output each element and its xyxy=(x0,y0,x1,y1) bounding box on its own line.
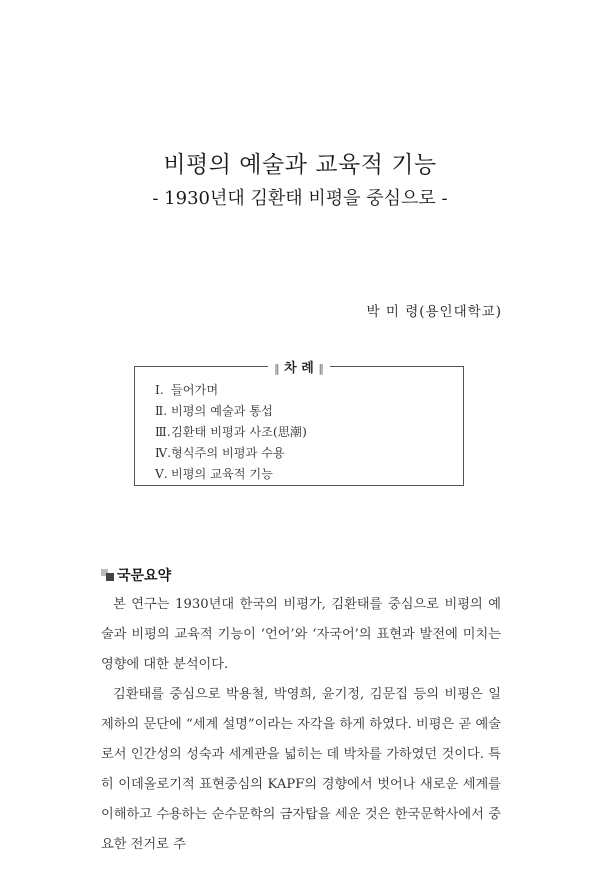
abstract-body xyxy=(101,590,501,860)
paper-subtitle: - 1930년대 김환태 비평을 중심으로 - xyxy=(152,188,448,209)
paper-title: 비평의 예술과 교육적 기능 xyxy=(163,152,437,178)
toc-item-label: 들어가며 xyxy=(171,383,219,397)
toc-item-label: 비평의 교육적 기능 xyxy=(171,467,273,481)
toc-item-label: 형식주의 비평과 수용 xyxy=(171,446,285,460)
square-bullet-icon xyxy=(101,569,115,581)
toc-list xyxy=(155,380,307,485)
toc-item-number: Ⅲ. xyxy=(155,425,171,439)
double-bar-icon: ‖ xyxy=(318,362,324,375)
toc-item-number: Ⅱ. xyxy=(155,404,168,418)
toc-item[interactable] xyxy=(155,401,307,422)
table-of-contents-box xyxy=(134,361,464,486)
double-bar-icon: ‖ xyxy=(274,362,280,375)
toc-item[interactable] xyxy=(155,464,307,485)
toc-heading-label: 차 례 xyxy=(284,361,314,376)
abstract-paragraph: 본 연구는 1930년대 한국의 비평가, 김환태를 중심으로 비평의 예술과 비평의 교육적 기능이 ‘언어’와 ‘자국어’의 표현과 발전에 미치는 영향에 대한 분석이다. xyxy=(101,597,501,672)
toc-item-number: Ⅳ. xyxy=(155,446,172,460)
toc-item[interactable] xyxy=(155,443,307,464)
toc-item[interactable] xyxy=(155,380,307,401)
abstract-paragraph: 김환태를 중심으로 박용철, 박영희, 윤기정, 김문집 등의 비평은 일제하의 문단에 “세계 설명”이라는 자각을 하게 하였다. 비평은 곧 예술로서 인간성의 성숙과 세계관을 넓히는 데 박차를 가하였던 것이다. 특히 이데올로기적 표현중심의 KAPF의 경향에서 벗어나 새로운 세계를 이해하고 수용하는 순수문학의 금자탑을 세운 것은 한국문학사에서 중요한 전거로 주 xyxy=(101,687,501,852)
toc-item-number: Ⅰ. xyxy=(155,383,164,397)
toc-item-label: 비평의 예술과 통섭 xyxy=(171,404,273,418)
toc-item-number: Ⅴ. xyxy=(155,467,168,481)
toc-item-label: 김환태 비평과 사조(思潮) xyxy=(171,425,307,439)
abstract-heading-row xyxy=(101,565,171,585)
toc-item[interactable] xyxy=(155,422,307,443)
author-affiliation: 박 미 령(용인대학교) xyxy=(366,304,502,320)
abstract-heading: 국문요약 xyxy=(117,568,172,584)
toc-heading xyxy=(135,357,463,376)
